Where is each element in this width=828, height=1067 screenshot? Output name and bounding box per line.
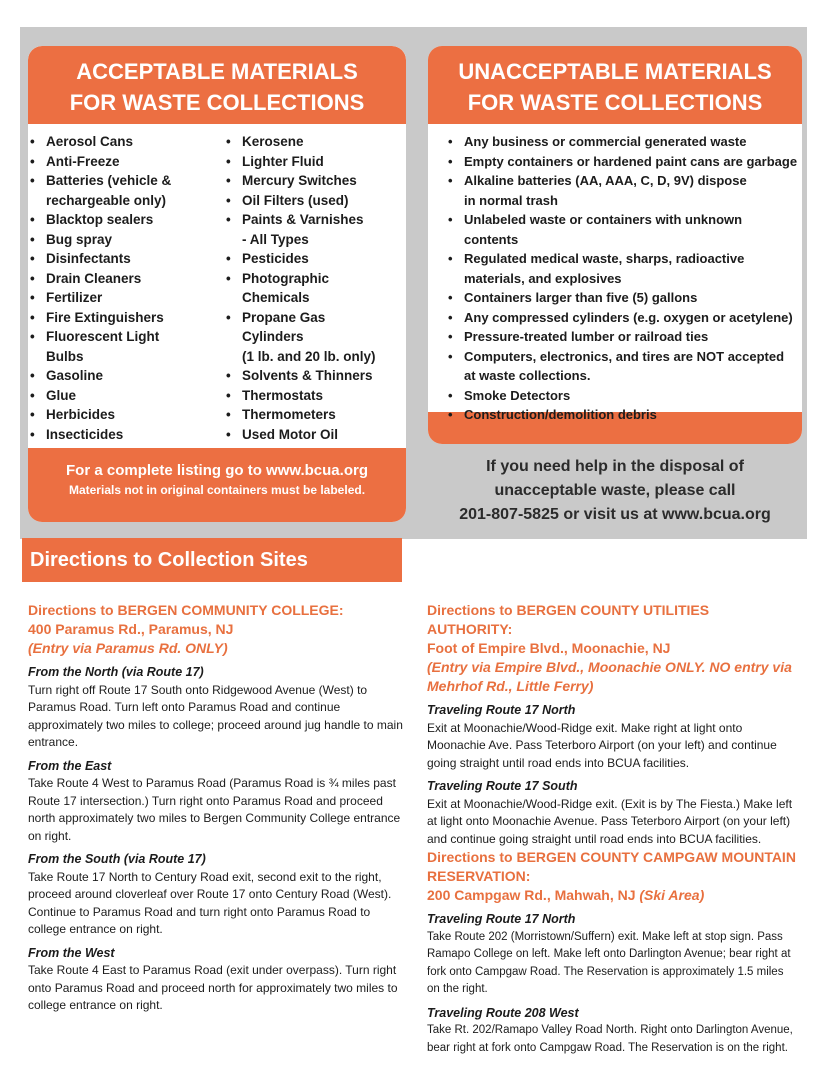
list-item: • Anti-Freeze — [30, 152, 190, 172]
route-heading: Traveling Route 208 West — [427, 1005, 579, 1020]
list-item: • Thermostats — [226, 386, 386, 406]
list-item: • Insecticides — [30, 425, 190, 445]
label-notice: Materials not in original containers must be labeled. — [68, 483, 366, 497]
entry-note: (Entry via Empire Blvd., Moonachie ONLY. NO entry via Mehrhof Rd., Little Ferry) — [427, 659, 792, 694]
list-item-continued: rechargeable only) — [46, 192, 167, 208]
route-heading: From the North (via Route 17) — [28, 665, 204, 679]
list-item: • Empty containers or hardened paint cans are garbage — [448, 152, 798, 172]
list-item: • Drain Cleaners — [30, 269, 190, 289]
list-item: • Regulated medical waste, sharps, radioactive — [448, 249, 798, 269]
route-heading: Traveling Route 17 North — [427, 912, 576, 926]
route-text: Take Route 4 East to Paramus Road (exit under overpass). Turn right onto Paramus Road and proceed north for approximately two miles to college entrance on right. — [28, 963, 398, 1012]
acceptable-list-col2 — [226, 132, 386, 444]
list-item: • Computers, electronics, and tires are NOT accepted — [448, 347, 798, 367]
list-item: • Kerosene — [226, 132, 386, 152]
list-item: • Bug spray — [30, 230, 190, 250]
phone-and-website: 201-807-5825 or visit us at www.bcua.org — [459, 506, 771, 523]
address-note: (Ski Area) — [639, 887, 705, 903]
list-item: • Blacktop sealers — [30, 210, 190, 230]
route-heading: Traveling Route 17 North — [427, 703, 576, 717]
list-item: • Solvents & Thinners — [226, 366, 386, 386]
campgaw-directions — [427, 848, 797, 1056]
list-item-continued: in normal trash — [464, 192, 558, 208]
list-item: • Gasoline — [30, 366, 190, 386]
route-text: Exit at Moonachie/Wood-Ridge exit. (Exit is by The Fiesta.) Make left at light onto Moonachie Avenue. Pass Teterboro Airport (on your left) and continue going straight until road ends into BCUA facilities. — [427, 796, 793, 846]
bcc-directions — [28, 601, 403, 1015]
section-heading: Directions to BERGEN COUNTY UTILITIES AUTHORITY: — [427, 602, 710, 637]
route-text: Exit at Moonachie/Wood-Ridge exit. Make right at light onto Moonachie Ave. Pass Teterboro Airport (on your left) and continue going straight until road ends into BCUA facilities. — [427, 720, 777, 770]
route-heading: From the West — [28, 945, 115, 960]
list-item: • Fluorescent Light — [30, 327, 190, 347]
route-text: Take Rt. 202/Ramapo Valley Road North. Right onto Darlington Avenue, bear right at fork onto Campgaw Road. The Reservation is on the right. — [427, 1024, 793, 1054]
unacceptable-list — [448, 132, 798, 425]
list-item: • Photographic — [226, 269, 386, 289]
route-heading: From the East — [28, 758, 112, 773]
list-item: • Containers larger than five (5) gallons — [448, 288, 798, 308]
list-item: • Herbicides — [30, 405, 190, 425]
list-item: • Fertilizer — [30, 288, 190, 308]
help-contact: If you need help in the disposal of unacceptable waste, please call 201-807-5825 or visit us at www.bcua.org — [428, 455, 802, 527]
list-item: • Any business or commercial generated waste — [448, 132, 798, 152]
list-item-continued: Chemicals — [242, 290, 310, 305]
list-item: • Unlabeled waste or containers with unknown contents — [448, 210, 798, 249]
list-item-continued: (1 lb. and 20 lb. only) — [242, 348, 376, 364]
list-item-continued: at waste collections. — [464, 368, 591, 383]
list-item: • Mercury Switches — [226, 171, 386, 191]
list-item-continued: - All Types — [242, 231, 309, 247]
address-line — [427, 886, 797, 905]
acceptable-footer — [28, 448, 406, 522]
list-item: • Fire Extinguishers — [30, 308, 190, 328]
list-item: • Any compressed cylinders (e.g. oxygen or acetylene) — [448, 308, 798, 328]
route-heading: Traveling Route 17 South — [427, 779, 578, 793]
list-item: • Alkaline batteries (AA, AAA, C, D, 9V) dispose — [448, 171, 798, 191]
list-item: • Pressure-treated lumber or railroad ties — [448, 327, 798, 347]
list-item: • Propane Gas Cylinders — [226, 308, 386, 347]
list-item-continued: materials, and explosives — [464, 270, 622, 286]
route-heading: From the South (via Route 17) — [28, 852, 206, 866]
list-item: • Thermometers — [226, 405, 386, 425]
address: Foot of Empire Blvd., Moonachie, NJ — [427, 640, 671, 656]
list-item: • Smoke Detectors — [448, 386, 798, 406]
list-item: • Construction/demolition debris — [448, 405, 798, 425]
list-item: • Oil Filters (used) — [226, 191, 386, 211]
address: 200 Campgaw Rd., Mahwah, NJ — [427, 887, 636, 903]
route-text: Take Route 202 (Morristown/Suffern) exit. Make left at stop sign. Pass Ramapo College on left. Make left onto Darlington Avenue; bear right at fork onto Campgaw Road. The Reservation is approximately 1.5 miles on the right. — [427, 930, 791, 995]
list-item: • Glue — [30, 386, 190, 406]
list-item: • Lighter Fluid — [226, 152, 386, 172]
bcua-directions — [427, 601, 797, 848]
route-text: Take Route 4 West to Paramus Road (Paramus Road is ¾ miles past Route 17 intersection.) Turn right onto Paramus Road and proceed north approximately two miles to Bergen Community College entrance on right. — [28, 776, 401, 843]
list-item: • Used Motor Oil — [226, 425, 386, 445]
list-item: • Disinfectants — [30, 249, 190, 269]
list-item: • Paints & Varnishes — [226, 210, 386, 230]
section-heading: Directions to BERGEN COUNTY CAMPGAW MOUNTAIN RESERVATION: — [427, 849, 796, 884]
route-text: Turn right off Route 17 South onto Ridgewood Avenue (West) to Paramus Road. Turn left onto Paramus Road and continue approximately two miles to college; proceed around jug handle to main entrance. — [28, 682, 403, 749]
address: 400 Paramus Rd., Paramus, NJ — [28, 621, 234, 637]
route-text: Take Route 17 North to Century Road exit, second exit to the right, proceed around cloverleaf over Route 17 onto Century Road (West). Continue to Paramus Road and turn right onto Paramus Road to college entrance on right. — [28, 869, 392, 936]
list-item-continued: Bulbs — [46, 348, 84, 364]
list-item: • Batteries (vehicle & — [30, 171, 190, 191]
list-item: • Aerosol Cans — [30, 132, 190, 152]
complete-listing-link-text: For a complete listing go to www.bcua.org — [66, 462, 368, 479]
entry-note: (Entry via Paramus Rd. ONLY) — [28, 640, 228, 656]
section-heading: Directions to BERGEN COMMUNITY COLLEGE: — [28, 602, 344, 618]
unacceptable-materials-title: UNACCEPTABLE MATERIALS FOR WASTE COLLECTIONS — [428, 46, 802, 124]
list-item: • Pesticides — [226, 249, 386, 269]
acceptable-materials-title: ACCEPTABLE MATERIALS FOR WASTE COLLECTIONS — [28, 46, 406, 124]
acceptable-list-col1 — [30, 132, 190, 444]
directions-banner: Directions to Collection Sites — [22, 538, 402, 582]
